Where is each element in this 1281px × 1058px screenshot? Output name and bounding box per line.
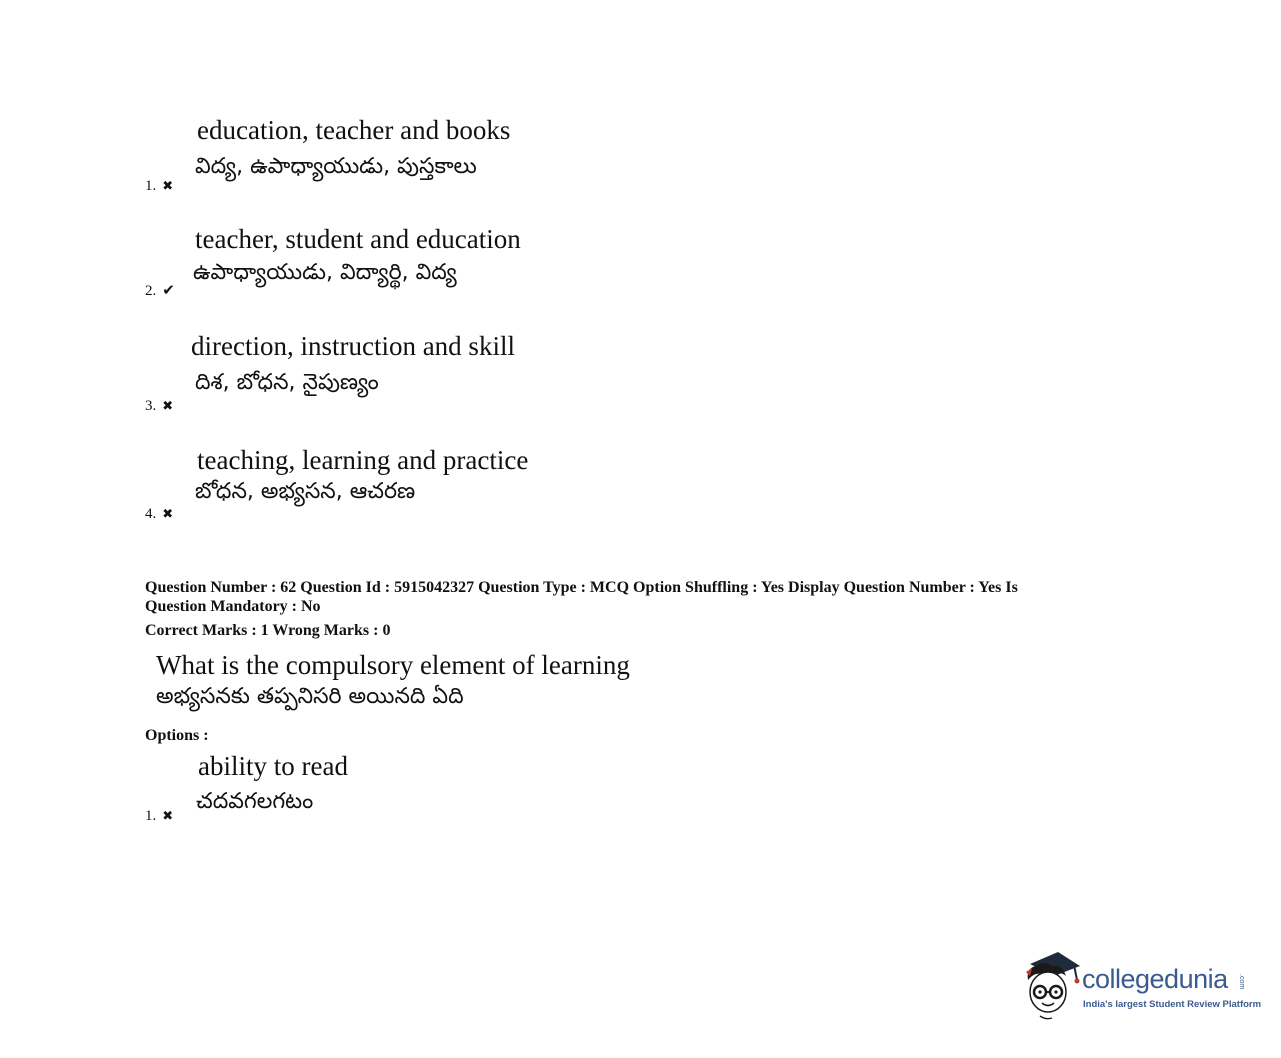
cross-icon: ✖	[162, 809, 174, 824]
option-number: 1.	[145, 178, 157, 194]
new-option-1-english: ability to read	[198, 751, 348, 781]
cross-icon: ✖	[162, 179, 174, 194]
option-4-number-row	[145, 506, 173, 523]
option-2-number-row	[145, 281, 175, 300]
option-2-telugu: ఉపాధ్యాయుడు, విద్యార్థి, విద్య	[193, 260, 457, 285]
cross-icon: ✖	[162, 507, 174, 522]
question-marks: Correct Marks : 1 Wrong Marks : 0	[145, 622, 391, 639]
option-number: 4.	[145, 506, 157, 522]
new-option-1-telugu: చదవగలగటం	[196, 789, 314, 814]
check-icon: ✔	[162, 281, 175, 299]
option-3-english: direction, instruction and skill	[191, 331, 515, 361]
option-1-number-row	[145, 178, 173, 195]
question-meta-line-2: Question Mandatory : No	[145, 598, 321, 615]
option-3-telugu: దిశ, బోధన, నైపుణ్యం	[195, 370, 379, 395]
option-2-english: teacher, student and education	[195, 224, 521, 254]
new-option-1-number-row	[145, 808, 173, 825]
mascot-graduate-icon	[1022, 950, 1084, 1022]
cross-icon: ✖	[162, 399, 174, 414]
option-number: 3.	[145, 398, 157, 414]
question-text-telugu: అభ్యసనకు తప్పనిసరి అయినది ఏది	[156, 684, 464, 709]
option-3-number-row	[145, 398, 173, 415]
option-number: 2.	[145, 283, 157, 299]
logo-dotcom: .com	[1238, 974, 1245, 990]
option-1-telugu: విద్య, ఉపాధ్యాయుడు, పుస్తకాలు	[195, 154, 477, 179]
logo-brand-text: collegedunia	[1082, 964, 1228, 994]
option-4-english: teaching, learning and practice	[197, 445, 529, 475]
option-1-english: education, teacher and books	[197, 115, 511, 145]
option-number: 1.	[145, 808, 157, 824]
question-text-english: What is the compulsory element of learning	[156, 650, 630, 680]
collegedunia-logo	[1022, 950, 1262, 1030]
options-label: Options :	[145, 727, 209, 744]
question-meta-line-1: Question Number : 62 Question Id : 5915042327 Question Type : MCQ Option Shuffling : Yes Display Question Number : Yes Is	[145, 579, 1018, 596]
logo-tagline: India's largest Student Review Platform	[1083, 999, 1262, 1010]
option-4-telugu: బోధన, అభ్యసన, ఆచరణ	[195, 479, 416, 504]
